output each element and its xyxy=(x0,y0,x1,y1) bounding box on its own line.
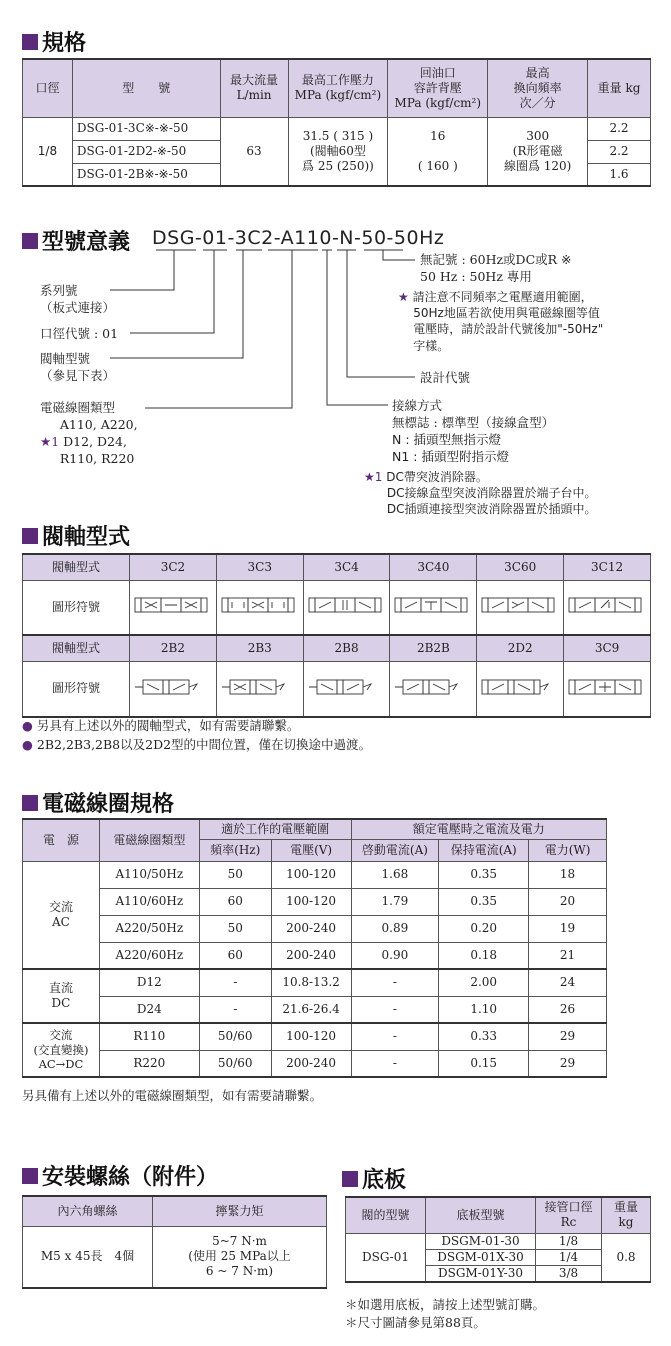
coil-cell: A110/50Hz xyxy=(99,861,199,888)
base-header-plate: 底板型號 xyxy=(426,1197,536,1233)
coil-source-dc: 直流 DC xyxy=(23,969,100,1023)
valve-symbol-icon xyxy=(303,661,390,717)
coil-cell: 21.6-26.4 xyxy=(271,996,351,1023)
valve-symbol-icon xyxy=(477,661,564,717)
label-frequency: 無記號 : 60Hz或DC或R ※ 50 Hz : 50Hz 專用 xyxy=(420,252,572,284)
spec-back-pressure: 16 ( 160 ) xyxy=(388,117,488,186)
spec-header-pressure: 最高工作壓力 MPa (kgf/cm²) xyxy=(288,59,388,117)
label-frequency-note: ★ 請注意不同頻率之電壓適用範圍， 50Hz地區若欲使用與電磁線圈等值 電壓時，請於設計代號後加"-50Hz" 字樣。 xyxy=(398,290,604,353)
base-plate-table xyxy=(345,1196,651,1283)
coil-cell: - xyxy=(199,996,271,1023)
coil-cell: A220/50Hz xyxy=(99,915,199,942)
bullet-icon: ● xyxy=(22,737,33,752)
valve-symbol-icon xyxy=(130,580,217,635)
coil-cell: - xyxy=(351,1023,439,1050)
base-header-weight: 重量 kg xyxy=(602,1197,651,1233)
coil-cell: 50 xyxy=(199,861,271,888)
label-design-code: 設計代號 xyxy=(420,370,471,385)
coil-cell: 100-120 xyxy=(271,888,351,915)
coil-cell: 200-240 xyxy=(271,942,351,969)
coil-cell: 0.15 xyxy=(439,1050,529,1077)
spec-weight: 2.2 xyxy=(588,140,651,163)
label-wiring: 接線方式 無標誌 : 標準型（接線盒型） N : 插頭型無指示燈 N1 : 插頭型附指示燈 xyxy=(392,398,555,464)
spec-weight: 2.2 xyxy=(588,117,651,140)
screw-header: 內六角螺絲 xyxy=(23,1196,153,1226)
base-weight: 0.8 xyxy=(602,1233,651,1282)
coil-cell: D24 xyxy=(99,996,199,1023)
coil-header-rated: 額定電壓時之電流及電力 xyxy=(351,819,607,839)
section-square-icon xyxy=(22,795,38,811)
coil-header-type: 電磁線圈類型 xyxy=(99,819,199,861)
spool-type: 3C3 xyxy=(216,554,303,580)
base-note: ＊如選用底板，請按上述型號訂購。 xyxy=(345,1297,546,1312)
section-title-screws: 安裝螺絲（附件） xyxy=(22,1160,218,1191)
coil-table xyxy=(22,818,607,1078)
spec-header-size: 口徑 xyxy=(23,59,73,117)
base-plate-model: DSGM-01Y-30 xyxy=(426,1265,536,1282)
valve-symbol-icon xyxy=(303,580,390,635)
coil-cell: 21 xyxy=(529,942,607,969)
valve-symbol-icon xyxy=(216,580,303,635)
coil-cell: 60 xyxy=(199,888,271,915)
spool-note: ● 2B2,2B3,2B8以及2D2型的中間位置，僅在切換途中過渡。 xyxy=(22,737,372,752)
spool-type: 2D2 xyxy=(477,635,564,661)
spool-symbol-label: 圖形符號 xyxy=(23,580,130,635)
spool-type: 2B2 xyxy=(130,635,217,661)
coil-cell: 0.35 xyxy=(439,861,529,888)
bullet-icon: ● xyxy=(22,718,33,733)
spool-type: 2B3 xyxy=(216,635,303,661)
base-header-valve: 閥的型號 xyxy=(346,1197,426,1233)
base-valve: DSG-01 xyxy=(346,1233,426,1282)
coil-cell: 50/60 xyxy=(199,1023,271,1050)
spec-model: DSG-01-2D2-※-50 xyxy=(72,140,220,163)
spool-type: 3C40 xyxy=(390,554,477,580)
base-plate-model: DSGM-01X-30 xyxy=(426,1249,536,1265)
coil-header-source: 電 源 xyxy=(23,819,100,861)
coil-cell: 50/60 xyxy=(199,1050,271,1077)
spec-frequency: 300 (R形電磁 線圈爲 120) xyxy=(488,117,588,186)
coil-source-rectified: 交流 (交直變換) AC→DC xyxy=(23,1023,100,1077)
coil-cell: 20 xyxy=(529,888,607,915)
coil-cell: 29 xyxy=(529,1023,607,1050)
base-plate-port: 3/8 xyxy=(536,1265,602,1282)
spec-model: DSG-01-3C※-※-50 xyxy=(72,117,220,140)
torque-header: 擰緊力矩 xyxy=(153,1196,327,1226)
coil-header-range: 適於工作的電壓範圍 xyxy=(199,819,351,839)
spec-header-model: 型 號 xyxy=(72,59,220,117)
spool-type: 3C60 xyxy=(477,554,564,580)
coil-cell: 0.33 xyxy=(439,1023,529,1050)
coil-cell: R220 xyxy=(99,1050,199,1077)
coil-header-power: 電力(W) xyxy=(529,839,607,861)
spec-flow: 63 xyxy=(220,117,288,186)
coil-cell: 29 xyxy=(529,1050,607,1077)
spool-symbol-label: 圖形符號 xyxy=(23,661,130,717)
coil-cell: 0.89 xyxy=(351,915,439,942)
base-plate-port: 1/4 xyxy=(536,1249,602,1265)
spool-table xyxy=(22,553,651,718)
label-series: 系列號 （板式連接） xyxy=(40,283,116,315)
label-size-code: 口徑代號 : 01 xyxy=(40,326,119,341)
spool-type: 3C4 xyxy=(303,554,390,580)
coil-cell: 24 xyxy=(529,969,607,996)
coil-cell: 100-120 xyxy=(271,1023,351,1050)
spec-size: 1/8 xyxy=(23,117,73,186)
coil-cell: R110 xyxy=(99,1023,199,1050)
section-title-spool-types: 閥軸型式 xyxy=(22,520,130,551)
spool-type-label: 閥軸型式 xyxy=(23,554,130,580)
valve-symbol-icon xyxy=(477,580,564,635)
base-note: ＊尺寸圖請參見第88頁。 xyxy=(345,1315,486,1330)
spec-header-flow: 最大流量 L/min xyxy=(220,59,288,117)
coil-header-freq: 頻率(Hz) xyxy=(199,839,271,861)
coil-cell: A110/60Hz xyxy=(99,888,199,915)
base-header-port: 接管口徑 Rc xyxy=(536,1197,602,1233)
coil-cell: 0.20 xyxy=(439,915,529,942)
spec-header-weight: 重量 kg xyxy=(588,59,651,117)
spool-note: ● 另具有上述以外的閥軸型式，如有需要請聯繫。 xyxy=(22,718,300,733)
spool-type: 2B2B xyxy=(390,635,477,661)
coil-cell: 26 xyxy=(529,996,607,1023)
section-square-icon xyxy=(22,1168,38,1184)
valve-symbol-icon xyxy=(564,580,651,635)
spool-type: 3C2 xyxy=(130,554,217,580)
coil-cell: - xyxy=(199,969,271,996)
coil-cell: 100-120 xyxy=(271,861,351,888)
coil-cell: 0.90 xyxy=(351,942,439,969)
coil-cell: 0.35 xyxy=(439,888,529,915)
coil-cell: 0.18 xyxy=(439,942,529,969)
section-square-icon xyxy=(342,1171,358,1187)
spec-header-frequency: 最高 換向頻率 次／分 xyxy=(488,59,588,117)
section-square-icon xyxy=(22,528,38,544)
spec-pressure: 31.5 ( 315 ) (閥軸60型 爲 25 (250)) xyxy=(288,117,388,186)
label-spool: 閥軸型號 （參見下表） xyxy=(40,351,116,383)
section-title-spec: 規格 xyxy=(22,26,86,57)
screw-value: M5 x 45長 4個 xyxy=(23,1226,153,1288)
coil-cell: 200-240 xyxy=(271,1050,351,1077)
coil-cell: 1.68 xyxy=(351,861,439,888)
spec-header-back-pressure: 回油口 容許背壓 MPa (kgf/cm²) xyxy=(388,59,488,117)
model-code: DSG-01-3C2-A110-N-50-50Hz xyxy=(152,227,445,249)
base-plate-model: DSGM-01-30 xyxy=(426,1233,536,1249)
coil-cell: - xyxy=(351,996,439,1023)
valve-symbol-icon xyxy=(564,661,651,717)
coil-cell: - xyxy=(351,969,439,996)
coil-cell: 2.00 xyxy=(439,969,529,996)
coil-cell: 18 xyxy=(529,861,607,888)
valve-symbol-icon xyxy=(390,580,477,635)
coil-cell: 1.79 xyxy=(351,888,439,915)
spool-type: 3C9 xyxy=(564,635,651,661)
label-coil: 電磁線圈類型 A110, A220, ★1 D12, D24, R110, R220 xyxy=(40,400,138,466)
coil-cell: 1.10 xyxy=(439,996,529,1023)
section-title-base-plate: 底板 xyxy=(342,1163,406,1194)
coil-cell: D12 xyxy=(99,969,199,996)
coil-source-ac: 交流 AC xyxy=(23,861,100,969)
spec-model: DSG-01-2B※-※-50 xyxy=(72,163,220,186)
spec-weight: 1.6 xyxy=(588,163,651,186)
valve-symbol-icon xyxy=(216,661,303,717)
valve-symbol-icon xyxy=(390,661,477,717)
section-title-coil-spec: 電磁線圈規格 xyxy=(22,787,174,818)
star-icon: ★1 xyxy=(364,470,383,484)
coil-cell: 60 xyxy=(199,942,271,969)
coil-cell: 200-240 xyxy=(271,915,351,942)
coil-cell: - xyxy=(351,1050,439,1077)
valve-symbol-icon xyxy=(130,661,217,717)
section-title-model-meaning: 型號意義 xyxy=(22,225,130,256)
coil-header-volt: 電壓(V) xyxy=(271,839,351,861)
coil-note: 另具備有上述以外的電磁線圈類型，如有需要請聯繫。 xyxy=(22,1088,323,1103)
coil-cell: 19 xyxy=(529,915,607,942)
base-plate-port: 1/8 xyxy=(536,1233,602,1249)
star-icon: ★1 xyxy=(40,433,60,449)
label-dc-surge: ★1 DC帶突波消除器。 DC接線盒型突波消除器置於端子台中。 DC插頭連接型突波消除器置於插頭中。 xyxy=(364,470,597,517)
coil-cell: A220/60Hz xyxy=(99,942,199,969)
screw-table xyxy=(22,1195,327,1289)
star-icon: ★ xyxy=(398,290,409,304)
spool-type: 2B8 xyxy=(303,635,390,661)
spool-type-label: 閥軸型式 xyxy=(23,635,130,661)
spool-type: 3C12 xyxy=(564,554,651,580)
coil-header-inrush: 啓動電流(A) xyxy=(351,839,439,861)
coil-cell: 10.8-13.2 xyxy=(271,969,351,996)
coil-cell: 50 xyxy=(199,915,271,942)
coil-header-hold: 保持電流(A) xyxy=(439,839,529,861)
torque-value: 5~7 N·m (使用 25 MPa以上 6 ~ 7 N·m) xyxy=(153,1226,327,1288)
